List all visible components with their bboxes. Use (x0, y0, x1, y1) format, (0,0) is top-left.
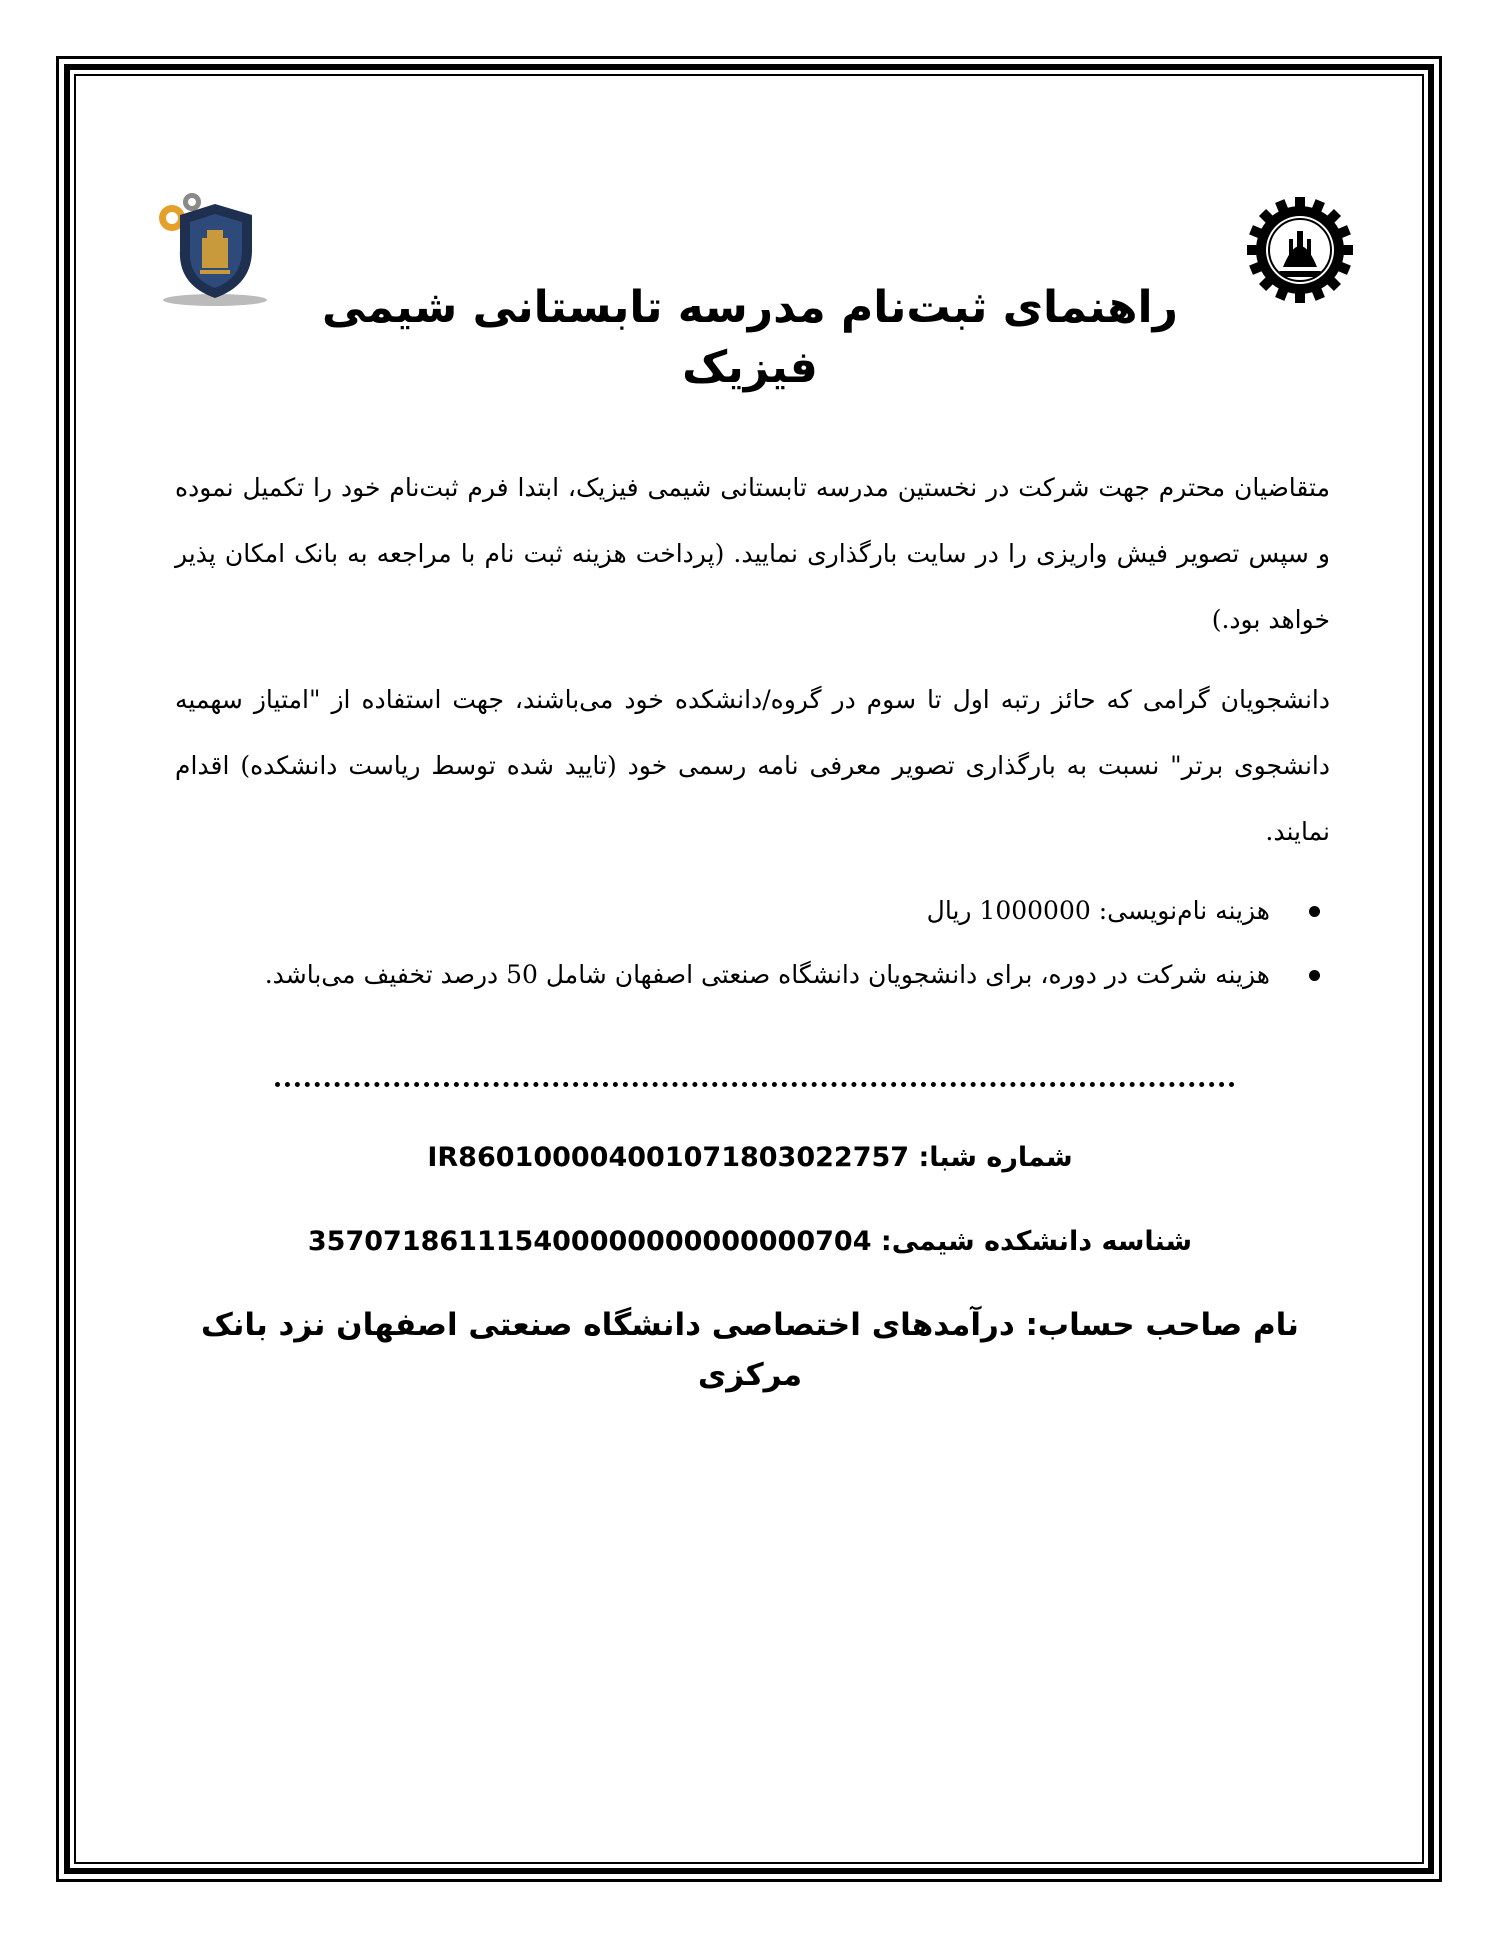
sheba-value: IR860100004001071803022757 (427, 1142, 910, 1173)
intro-paragraph: متقاضیان محترم جهت شرکت در نخستین مدرسه تابستانی شیمی فیزیک، ابتدا فرم ثبت‌نام خود را تکمیل نموده و سپس تصویر فیش واریزی را در سایت بارگذاری نمایید. (پرداخت هزینه ثبت نام با مراجعه به بانک امکان پذیر خواهد بود.) (175, 473, 1330, 634)
bullet-icon (1309, 970, 1320, 981)
list-item (175, 879, 1270, 943)
sheba-label: شماره شبا: (918, 1142, 1073, 1173)
fee-list (175, 879, 1330, 1007)
bullet-icon (1309, 906, 1320, 917)
isfahan-university-gear-seal-icon (1245, 195, 1355, 305)
account-holder-label: نام صاحب حساب: (1025, 1307, 1299, 1343)
registration-fee-text: هزینه نام‌نویسی: 1000000 ریال (926, 896, 1270, 925)
list-item (175, 943, 1270, 1007)
account-holder-value: درآمدهای اختصاصی دانشگاه صنعتی اصفهان نزد بانک مرکزی (201, 1307, 1015, 1393)
faculty-id-line (150, 1222, 1350, 1262)
page-title: راهنمای ثبت‌نام مدرسه تابستانی شیمی فیزیک (322, 282, 1178, 393)
faculty-id-value: 357071861115400000000000000704 (307, 1226, 872, 1257)
body-content (175, 455, 1330, 1007)
discount-text: هزینه شرکت در دوره، برای دانشجویان دانشگاه صنعتی اصفهان شامل 50 درصد تخفیف می‌باشد. (264, 960, 1270, 989)
sheba-line (150, 1138, 1350, 1178)
account-holder-line (150, 1300, 1350, 1400)
dotted-separator (275, 1082, 1235, 1087)
faculty-id-label: شناسه دانشکده شیمی: (880, 1226, 1193, 1257)
pcs-shield-gear-logo-icon (150, 190, 280, 310)
top-student-paragraph: دانشجویان گرامی که حائز رتبه اول تا سوم در گروه/دانشکده خود می‌باشند، جهت استفاده از "امتیاز سهمیه دانشجوی برتر" نسبت به بارگذاری تصویر معرفی نامه رسمی خود (تایید شده توسط ریاست دانشکده) اقدام نمایند. (175, 685, 1330, 846)
